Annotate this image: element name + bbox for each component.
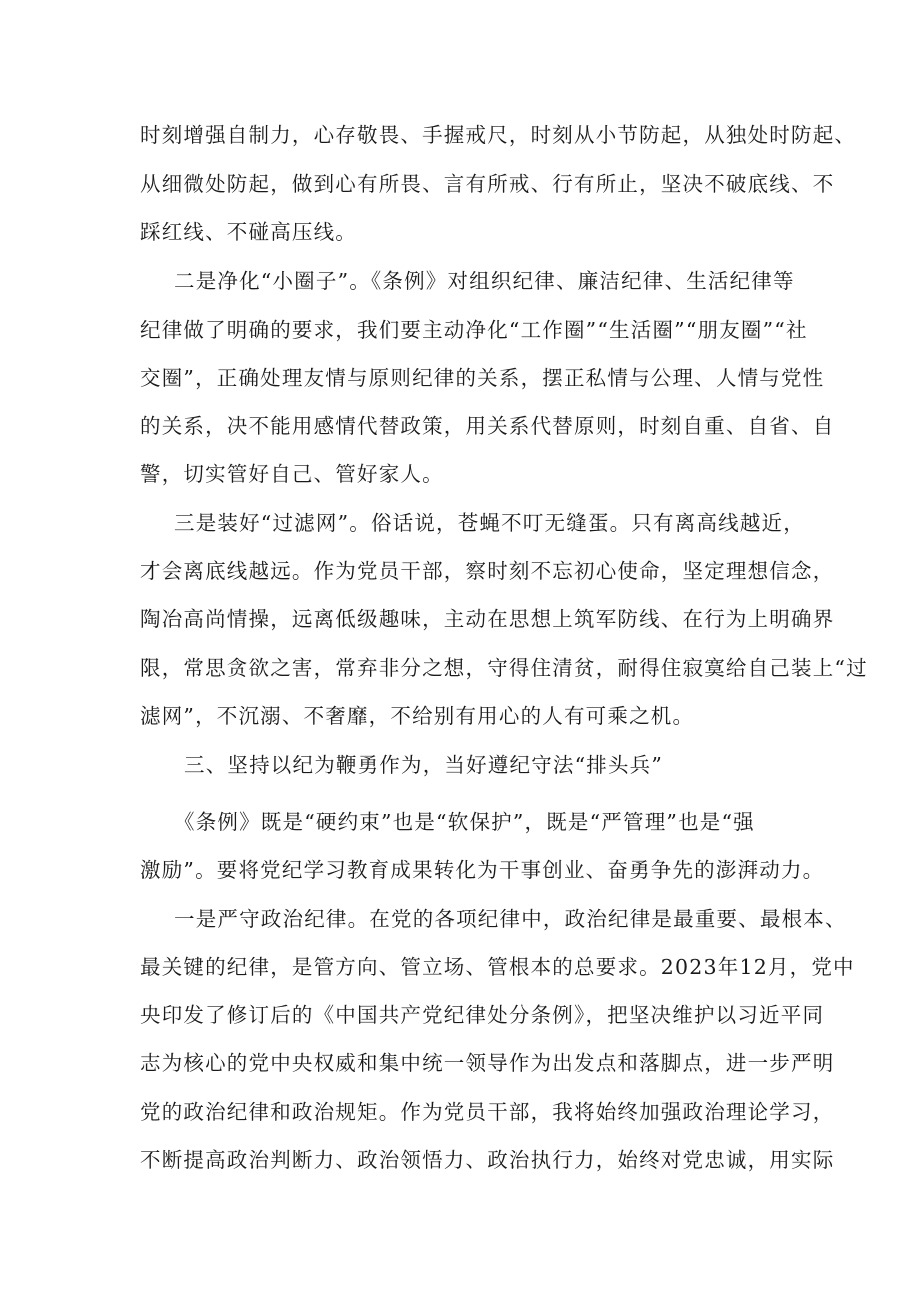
paragraph-line: 陶冶高尚情操，远离低级趣味，主动在思想上筑军防线、在行为上明确界 (140, 607, 835, 631)
paragraph-line: 《条例》既是“硬约束”也是“软保护”，既是“严管理”也是“强 (174, 810, 755, 834)
paragraph-line: 纪律做了明确的要求，我们要主动净化“工作圈”“生活圈”“朋友圈”“社 (140, 318, 808, 342)
paragraph-line: 二是净化“小圈子”。《条例》对组织纪律、廉洁纪律、生活纪律等 (174, 269, 795, 293)
paragraph-line: 警，切实管好自己、管好家人。 (140, 462, 444, 486)
paragraph-line: 央印发了修订后的《中国共产党纪律处分条例》，把坚决维护以习近平同 (140, 1003, 825, 1027)
paragraph-line: 不断提高政治判断力、政治领悟力、政治执行力，始终对党忠诚，用实际 (140, 1148, 835, 1172)
paragraph-line: 激励”。要将党纪学习教育成果转化为干事创业、奋勇争先的澎湃动力。 (140, 858, 825, 882)
paragraph-line: 党的政治纪律和政治规矩。作为党员干部，我将始终加强政治理论学习， (140, 1100, 835, 1124)
paragraph-line: 限，常思贪欲之害，常弃非分之想，守得住清贫，耐得住寂寞给自己装上“过 (140, 656, 868, 680)
paragraph-line: 从细微处防起，做到心有所畏、言有所戒、行有所止，坚决不破底线、不 (140, 172, 835, 196)
paragraph-line: 三是装好“过滤网”。俗话说，苍蝇不叮无缝蛋。只有离高线越近， (174, 511, 805, 535)
paragraph-line: 的关系，决不能用感情代替政策，用关系代替原则，时刻自重、自省、自 (140, 414, 835, 438)
paragraph-line: 一是严守政治纪律。在党的各项纪律中，政治纪律是最重要、最根本、 (174, 907, 847, 931)
paragraph-line: 滤网”，不沉溺、不奢靡，不给别有用心的人有可乘之机。 (140, 704, 695, 728)
paragraph-line: 志为核心的党中央权威和集中统一领导作为出发点和落脚点，进一步严明 (140, 1051, 835, 1075)
paragraph-line: 踩红线、不碰高压线。 (140, 220, 357, 244)
paragraph-line: 才会离底线越远。作为党员干部，察时刻不忘初心使命，坚定理想信念， (140, 559, 835, 583)
paragraph-line: 最关键的纪律，是管方向、管立场、管根本的总要求。2023年12月，党中 (140, 955, 855, 979)
paragraph-line: 时刻增强自制力，心存敬畏、手握戒尺，时刻从小节防起，从独处时防起、 (140, 123, 857, 147)
paragraph-line: 交圈”，正确处理友情与原则纪律的关系，摆正私情与公理、人情与党性 (140, 366, 825, 390)
section-heading: 三、坚持以纪为鞭勇作为，当好遵纪守法“排头兵” (184, 753, 664, 777)
